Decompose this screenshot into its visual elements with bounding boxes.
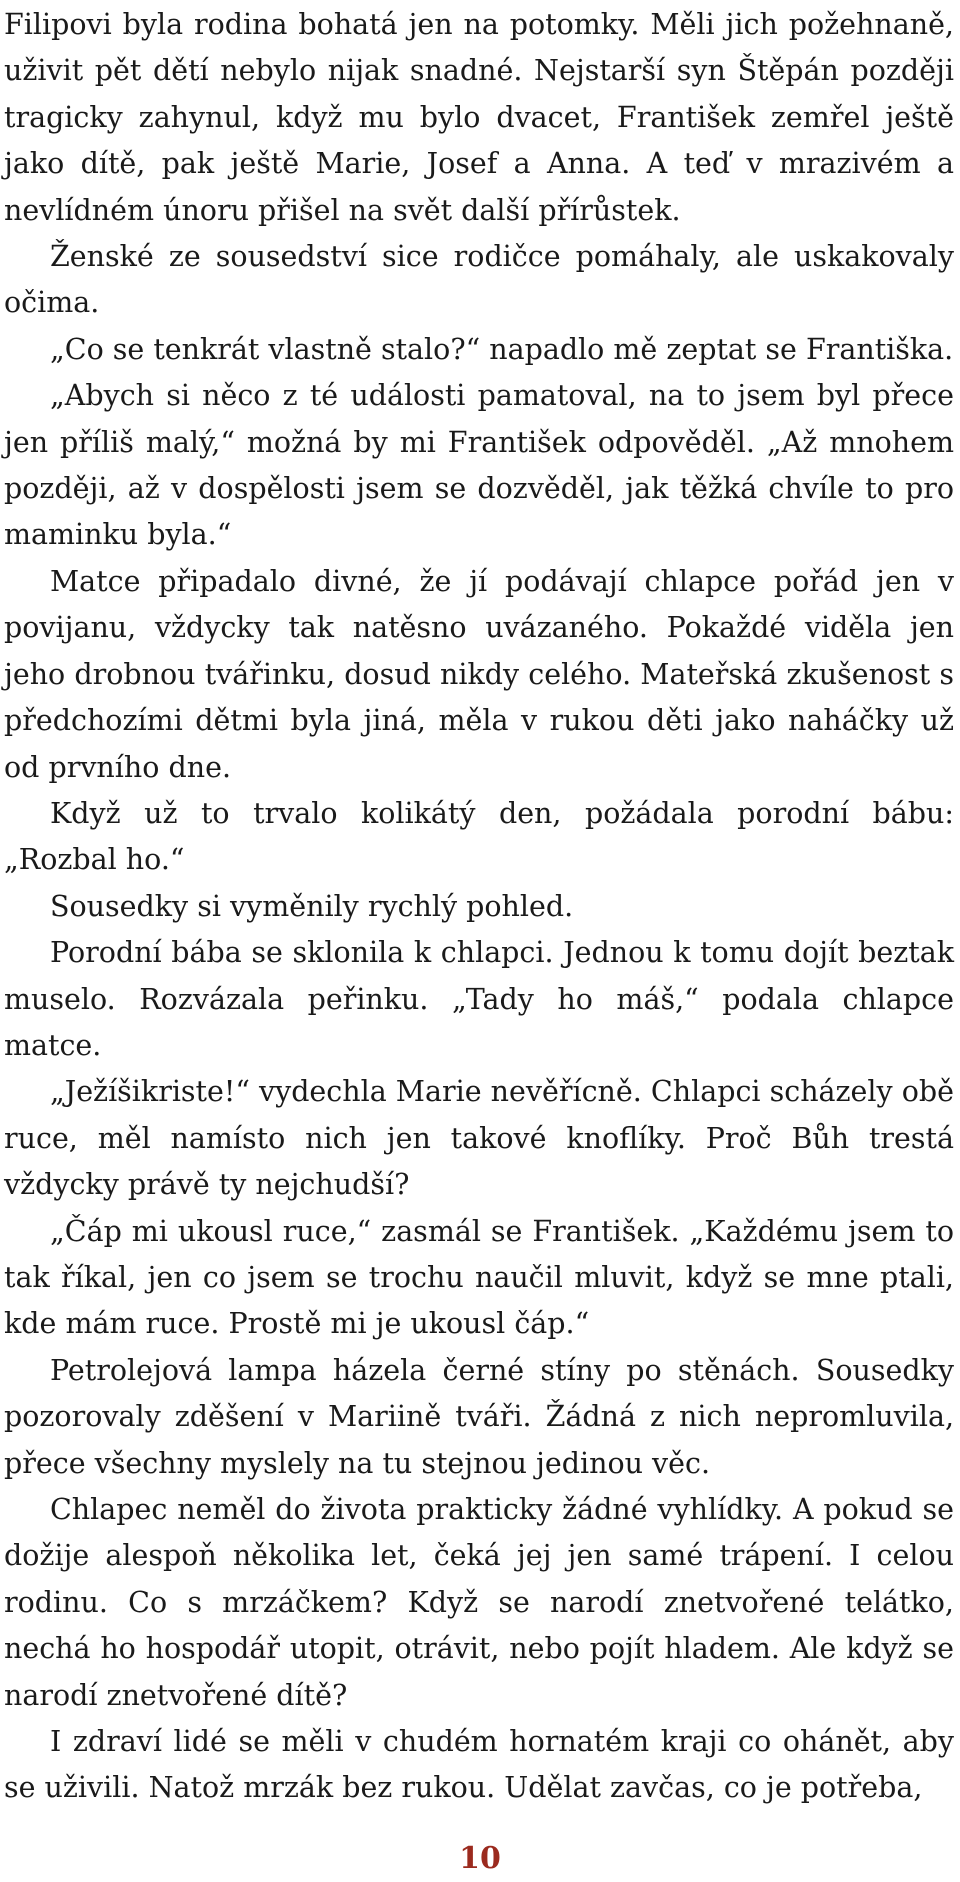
- paragraph-8: Porodní bába se sklonila k chlapci. Jednou k tomu dojít beztak muselo. Rozvázala peřinku. „Tady ho máš,“ podala chlapce matce.: [4, 936, 954, 1062]
- paragraph-13: I zdraví lidé se měli v chudém hornatém kraji co ohánět, aby se uživili. Natož mrzák bez rukou. Udělat zavčas, co je potřeba,: [4, 1725, 954, 1805]
- paragraph-10: „Čáp mi ukousl ruce,“ zasmál se František. „Každému jsem to tak říkal, jen co jsem se trochu naučil mluvit, když se mne ptali, kde mám ruce. Prostě mi je ukousl čáp.“: [4, 1214, 954, 1341]
- paragraph-2: Ženské ze sousedství sice rodičce pomáhaly, ale uskakovaly očima.: [4, 240, 954, 320]
- paragraph-7: Sousedky si vyměnily rychlý pohled.: [50, 889, 574, 923]
- paragraph-5: Matce připadalo divné, že jí podávají chlapce pořád jen v povijanu, vždycky tak natěsno uvázaného. Pokaždé viděla jen jeho drobnou tvářinku, dosud nikdy celého. Mateřská zkušenost s předchozími dětmi byla jiná, měla v rukou děti jako naháčky už od prvního dne.: [4, 564, 954, 784]
- paragraph-12: Chlapec neměl do života prakticky žádné vyhlídky. A pokud se dožije alespoň několika let, čeká jej jen samé trápení. I celou rodinu. Co s mrzáčkem? Když se narodí znetvořené telátko, nechá ho hospodář utopit, otrávit, nebo pojít hladem. Ale když se narodí znetvořené dítě?: [4, 1493, 954, 1712]
- book-page: [4, 0, 954, 1812]
- paragraph-9: „Ježíšikriste!“ vydechla Marie nevěřícně. Chlapci scházely obě ruce, měl namísto nich jen takové knoflíky. Proč Bůh trestá vždycky právě ty nejchudší?: [4, 1075, 954, 1202]
- paragraph-11: Petrolejová lampa házela černé stíny po stěnách. Sousedky pozorovaly zděšení v Mariině tváři. Žádná z nich nepromluvila, přece všechny myslely na tu stejnou jedinou věc.: [4, 1353, 954, 1480]
- paragraph-4: „Abych si něco z té události pamatoval, na to jsem byl přece jen příliš malý,“ možná by mi František odpověděl. „Až mnohem později, až v dospělosti jsem se dozvěděl, jak těžká chvíle to pro maminku byla.“: [4, 379, 954, 552]
- paragraph-1: Filipovi byla rodina bohatá jen na potomky. Měli jich požehnaně, uživit pět dětí nebylo nijak snadné. Nejstarší syn Štěpán později tragicky zahynul, když mu bylo dvacet, František zemřel ještě jako dítě, pak ještě Marie, Josef a Anna. A teď v mrazivém a nevlídném únoru přišel na svět další přírůstek.: [4, 8, 954, 227]
- page-number: 10: [459, 1841, 501, 1876]
- paragraph-3: „Co se tenkrát vlastně stalo?“ napadlo mě zeptat se Františka.: [50, 332, 954, 366]
- body-text: [4, 0, 954, 1812]
- paragraph-6: Když už to trvalo kolikátý den, požádala porodní bábu: „Rozbal ho.“: [4, 796, 954, 877]
